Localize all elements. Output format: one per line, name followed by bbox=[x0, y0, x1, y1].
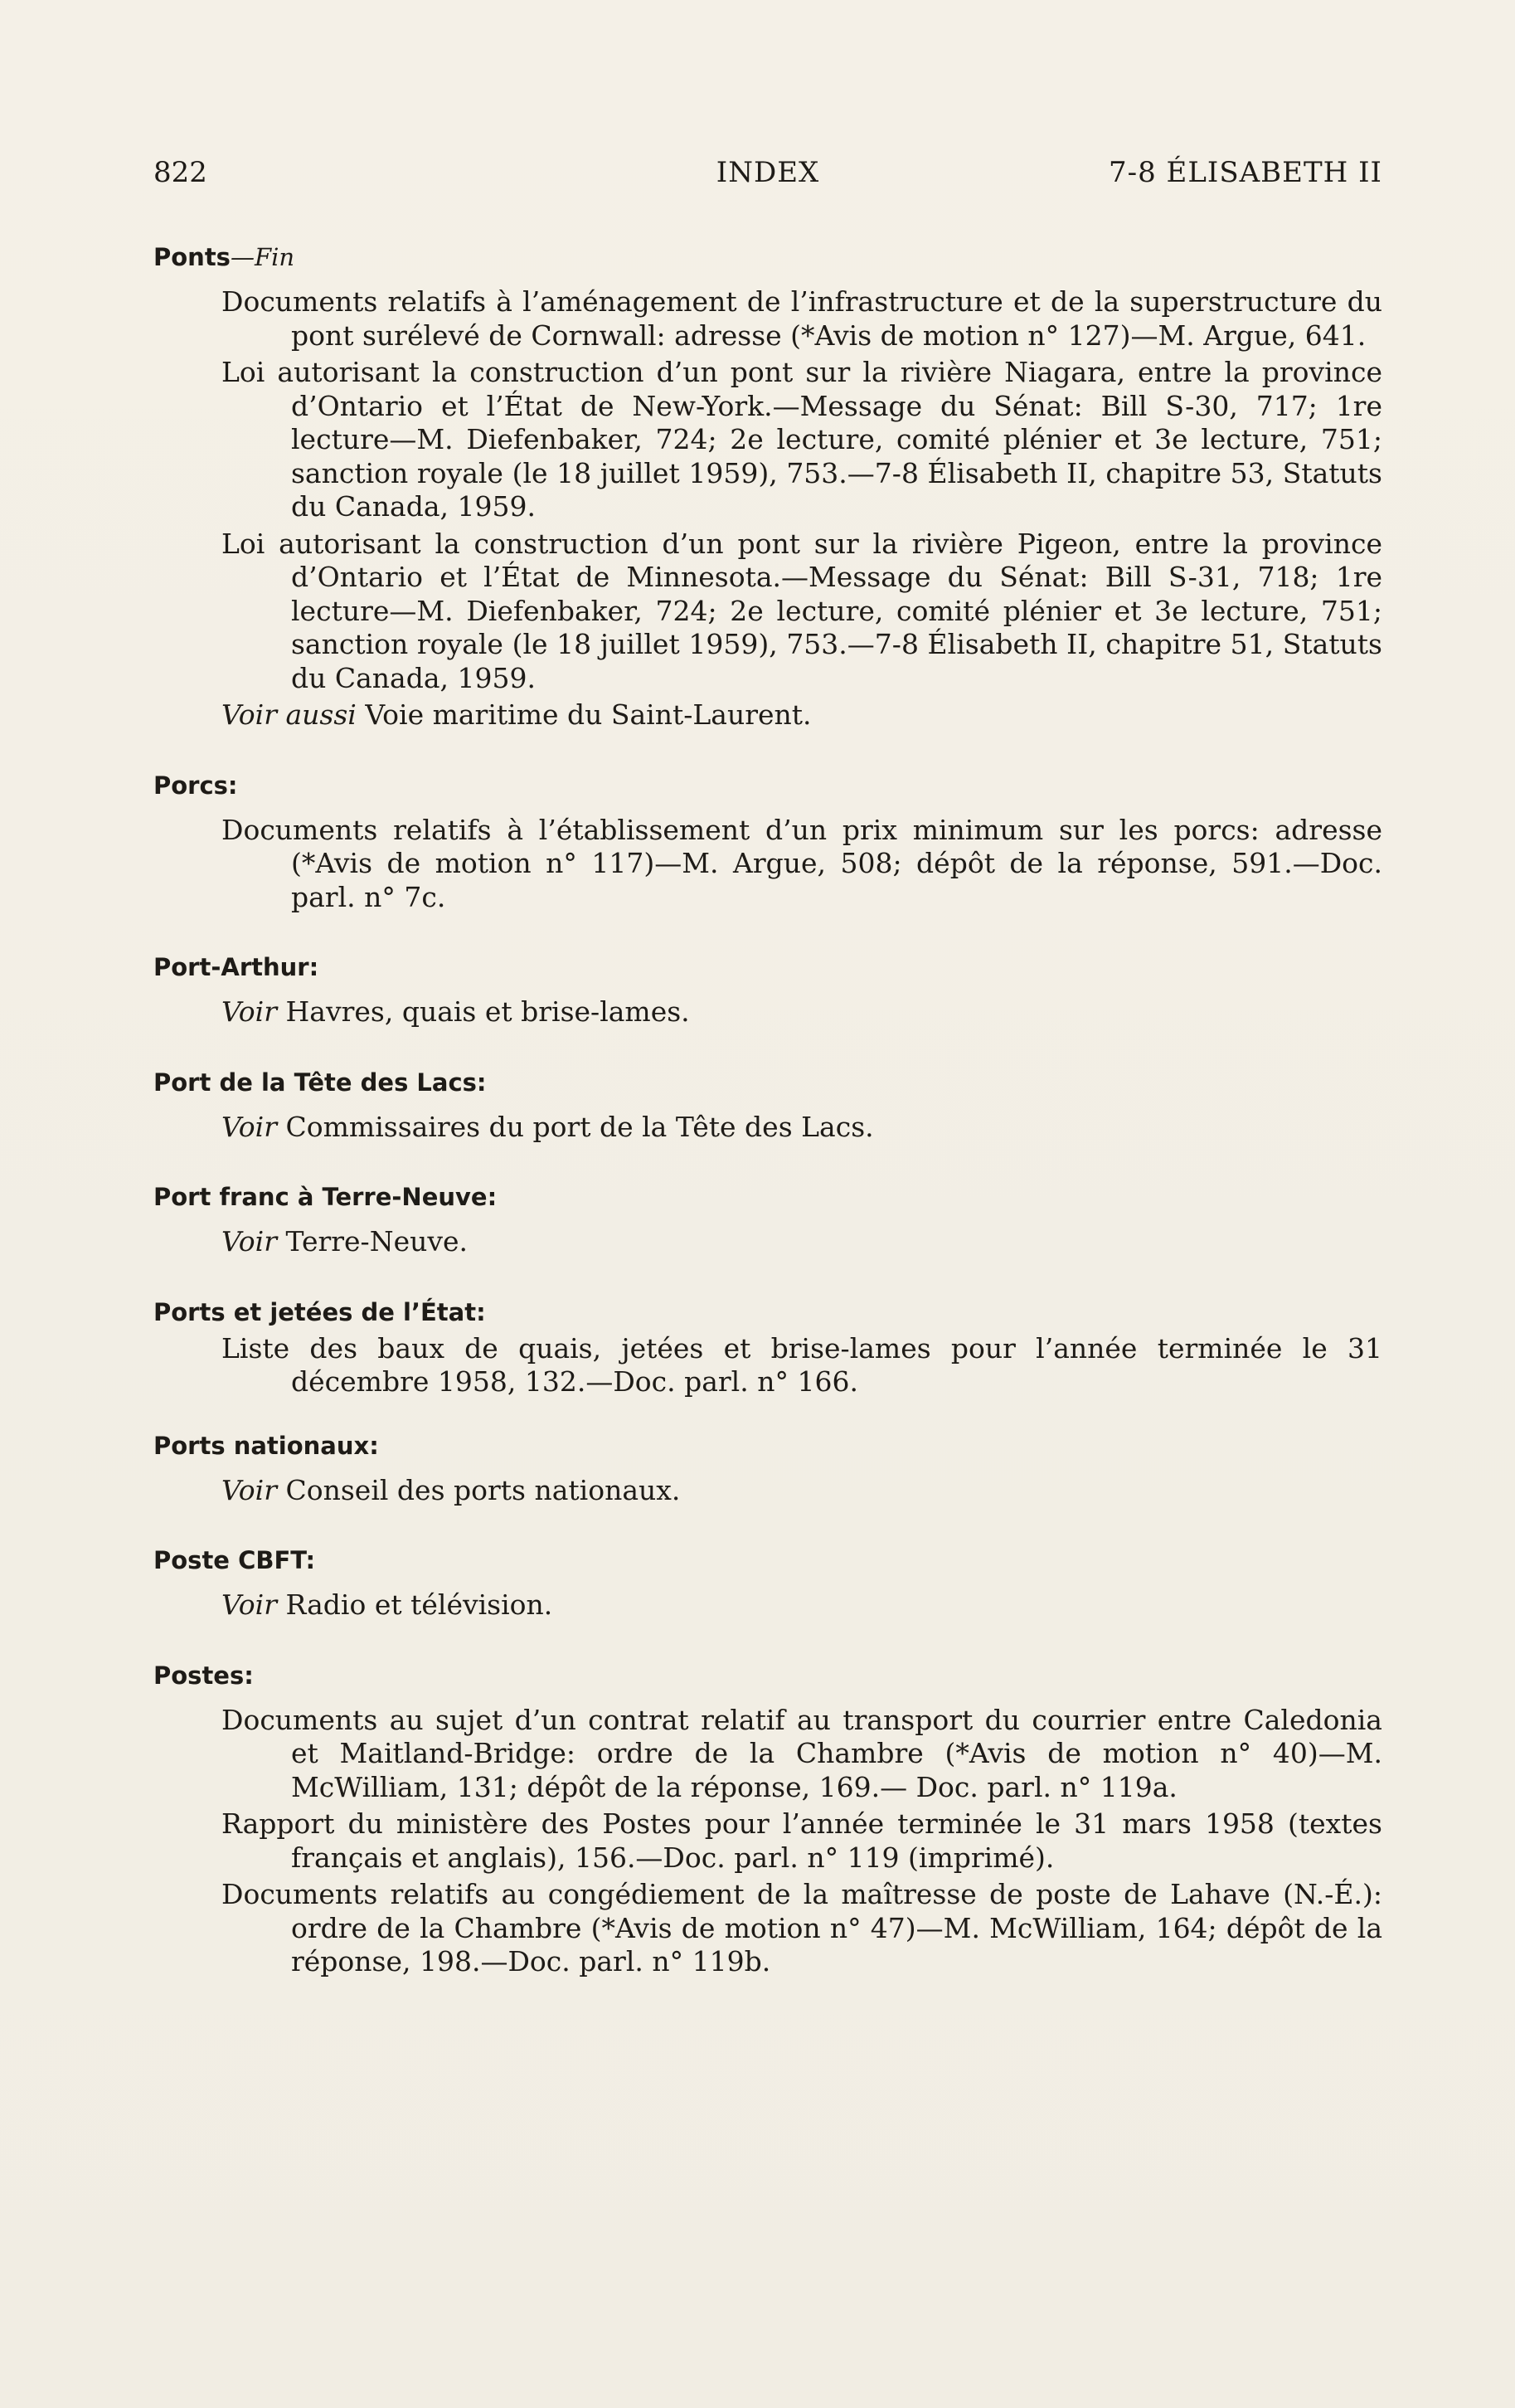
index-entry: Loi autorisant la construction d’un pont sur la rivière Niagara, entre la province d’Ontario et l’État de New-York.—Message du Sénat: Bill S-30, 717; 1re lecture—M. Diefenbaker, 724; 2e lecture, comité plénier et 3e lecture, 751; sanction royale (le 18 juillet 1959), 753.—7-8 Élisabeth II, chapitre 53, Statuts du Canada, 1959. bbox=[221, 356, 1382, 523]
see-also-reference bbox=[221, 698, 1382, 732]
section-heading: Poste CBFT: bbox=[153, 1546, 316, 1574]
voir-label: Voir bbox=[221, 995, 277, 1028]
index-section-poste-cbft bbox=[153, 1544, 1382, 1622]
see-reference bbox=[221, 1474, 1382, 1508]
index-entry: Liste des baux de quais, jetées et brise-lames pour l’année terminée le 31 décembre 1958, 132.—Doc. parl. n° 166. bbox=[221, 1331, 1382, 1398]
voir-label: Voir bbox=[221, 1225, 277, 1258]
see-target: Conseil des ports nationaux. bbox=[285, 1473, 681, 1506]
see-target: Voie maritime du Saint-Laurent. bbox=[365, 698, 812, 731]
voir-label: Voir bbox=[221, 1473, 277, 1506]
heading-suffix: —Fin bbox=[230, 243, 295, 271]
voir-label: Voir aussi bbox=[221, 698, 357, 731]
running-header bbox=[153, 156, 1382, 197]
section-heading: Port-Arthur: bbox=[153, 953, 319, 981]
see-target: Terre-Neuve. bbox=[285, 1225, 469, 1258]
index-section-port-franc bbox=[153, 1180, 1382, 1259]
index-section-ports-jetees bbox=[153, 1296, 1382, 1399]
section-heading bbox=[153, 241, 1382, 274]
see-reference bbox=[221, 995, 1382, 1029]
index-entry: Documents au sujet d’un contrat relatif au transport du courrier entre Caledonia et Maitland-Bridge: ordre de la Chambre (*Avis de motion n° 40)—M. McWilliam, 131; dépôt de la réponse, 169.— Doc. parl. n° 119a. bbox=[221, 1703, 1382, 1803]
index-section-port-tete-des-lacs bbox=[153, 1066, 1382, 1145]
section-heading: Ports et jetées de l’État: bbox=[153, 1297, 486, 1326]
index-entry: Documents relatifs à l’aménagement de l’infrastructure et de la superstructure du pont surélevé de Cornwall: adresse (*Avis de motion n° 127)—M. Argue, 641. bbox=[221, 285, 1382, 352]
reign-label: 7-8 ÉLISABETH II bbox=[1108, 156, 1382, 189]
voir-label: Voir bbox=[221, 1110, 277, 1143]
page-number: 822 bbox=[153, 156, 207, 189]
index-section-porcs bbox=[153, 769, 1382, 915]
index-section-ponts bbox=[153, 241, 1382, 732]
voir-label: Voir bbox=[221, 1588, 277, 1621]
heading-text: Ponts bbox=[153, 243, 231, 271]
section-heading: Porcs: bbox=[153, 771, 238, 800]
section-heading: Ports nationaux: bbox=[153, 1431, 379, 1460]
index-section-ports-nationaux bbox=[153, 1429, 1382, 1508]
section-heading: Postes: bbox=[153, 1661, 254, 1690]
see-reference bbox=[221, 1225, 1382, 1259]
section-heading: Port franc à Terre-Neuve: bbox=[153, 1183, 498, 1211]
section-heading: Port de la Tête des Lacs: bbox=[153, 1068, 487, 1097]
see-target: Commissaires du port de la Tête des Lacs. bbox=[285, 1110, 874, 1143]
index-entry: Documents relatifs au congédiement de la maîtresse de poste de Lahave (N.-É.): ordre de la Chambre (*Avis de motion n° 47)—M. McWilliam, 164; dépôt de la réponse, 198.—Doc. parl. n° 119b. bbox=[221, 1878, 1382, 1977]
index-entry: Rapport du ministère des Postes pour l’année terminée le 31 mars 1958 (textes français et anglais), 156.—Doc. parl. n° 119 (imprimé). bbox=[221, 1807, 1382, 1874]
index-content bbox=[153, 241, 1382, 2016]
index-section-postes bbox=[153, 1659, 1382, 1979]
index-section-port-arthur bbox=[153, 951, 1382, 1029]
see-target: Havres, quais et brise-lames. bbox=[285, 995, 690, 1028]
page-title: INDEX bbox=[716, 156, 820, 189]
index-entry: Loi autorisant la construction d’un pont sur la rivière Pigeon, entre la province d’Ontario et l’État de Minnesota.—Message du Sénat: Bill S-31, 718; 1re lecture—M. Diefenbaker, 724; 2e lecture, comité plénier et 3e lecture, 751; sanction royale (le 18 juillet 1959), 753.—7-8 Élisabeth II, chapitre 51, Statuts du Canada, 1959. bbox=[221, 527, 1382, 694]
see-reference bbox=[221, 1588, 1382, 1622]
see-reference bbox=[221, 1111, 1382, 1145]
index-entry: Documents relatifs à l’établissement d’un prix minimum sur les porcs: adresse (*Avis de motion n° 117)—M. Argue, 508; dépôt de la réponse, 591.—Doc. parl. n° 7c. bbox=[221, 813, 1382, 913]
see-target: Radio et télévision. bbox=[285, 1588, 553, 1621]
